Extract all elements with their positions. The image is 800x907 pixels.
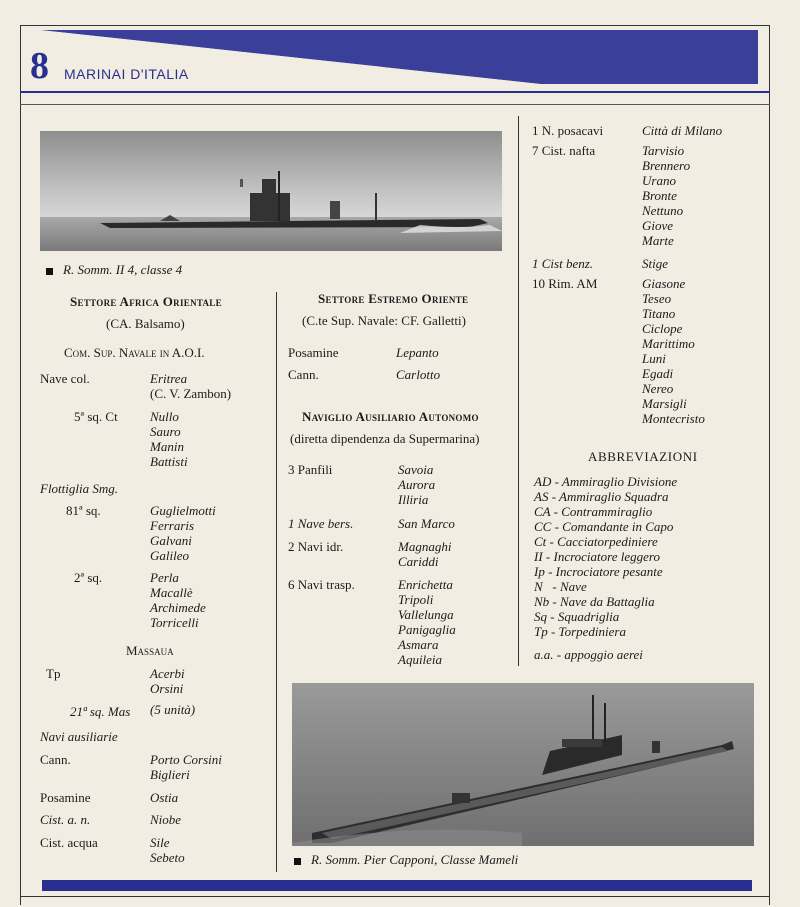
sq81-ship: Guglielmotti: [150, 503, 216, 518]
panfili-ship: Aurora: [398, 477, 436, 492]
oriente-commander: (C.te Sup. Navale: CF. Galletti): [302, 313, 466, 328]
mas-label: 21ª sq. Mas: [70, 704, 131, 719]
panfili-ship: Illiria: [398, 492, 429, 507]
mas-note: (5 unità): [150, 702, 196, 717]
frame-right-line: [769, 25, 770, 905]
column-divider-left: [276, 292, 277, 872]
oriente-cann-label: Cann.: [288, 367, 319, 382]
trasp-ship: Enrichetta: [398, 577, 453, 592]
sq81-label: 81ª sq.: [66, 503, 101, 518]
naviglio-subtitle: (diretta dipendenza da Supermarina): [290, 431, 480, 446]
sq5-label: 5ª sq. Ct: [74, 409, 118, 424]
panfili-ship: Savoia: [398, 462, 434, 477]
sq2-ship: Archimede: [150, 600, 206, 615]
nafta-ship: Brennero: [642, 158, 691, 173]
sq2-ship: Macallè: [150, 585, 193, 600]
oriente-title: Settore Estremo Oriente: [318, 291, 469, 306]
abbreviation-item: Ct - Cacciatorpediniere: [534, 534, 658, 549]
frame-left-line: [20, 25, 21, 905]
cist-acqua-ship: Sebeto: [150, 850, 185, 865]
rim-ship: Marsigli: [642, 396, 687, 411]
nafta-ship: Urano: [642, 173, 676, 188]
nafta-ship: Tarvisio: [642, 143, 685, 158]
abbreviations-title: ABBREVIAZIONI: [588, 449, 698, 464]
trasp-ship: Aquileia: [398, 652, 443, 667]
trasp-label: 6 Navi trasp.: [288, 577, 355, 592]
abbreviation-item: N - Nave: [534, 579, 587, 594]
rim-ship: Titano: [642, 306, 676, 321]
rim-ship: Luni: [642, 351, 666, 366]
bers-ship: San Marco: [398, 516, 455, 531]
sq81-ship: Ferraris: [150, 518, 195, 533]
rim-ship: Montecristo: [642, 411, 705, 426]
rim-ship: Ciclope: [642, 321, 683, 336]
cann-label: Cann.: [40, 752, 71, 767]
cist-acqua-label: Cist. acqua: [40, 835, 98, 850]
column-divider-right: [518, 116, 519, 666]
footer-band: [42, 880, 752, 891]
oriente-cann-ship: Carlotto: [396, 367, 441, 382]
rim-ship: Giasone: [642, 276, 686, 291]
idr-label: 2 Navi idr.: [288, 539, 344, 554]
cann-ship: Biglieri: [150, 767, 190, 782]
benz-ship: Stige: [642, 256, 668, 271]
abbreviation-footnote: a.a. - appoggio aerei: [534, 647, 643, 662]
submarine-photo-top: [40, 131, 502, 251]
submarine-photo-bottom: [292, 683, 754, 846]
section-name: MARINAI D'ITALIA: [64, 66, 189, 82]
abbreviation-item: AD - Ammiraglio Divisione: [534, 474, 678, 489]
nave-col-ship: Eritrea: [150, 371, 188, 386]
posacavi-ship: Città di Milano: [642, 123, 723, 138]
bers-label: 1 Nave bers.: [288, 516, 354, 531]
abbreviation-item: II - Incrociatore leggero: [534, 549, 660, 564]
abbreviation-item: AS - Ammiraglio Squadra: [534, 489, 669, 504]
page-number: 8: [30, 45, 49, 87]
massaua-title: Massaua: [126, 643, 174, 658]
nafta-ship: Nettuno: [642, 203, 684, 218]
tp-label: Tp: [46, 666, 61, 681]
idr-ship: Magnaghi: [398, 539, 452, 554]
rim-ship: Egadi: [642, 366, 674, 381]
nafta-ship: Marte: [642, 233, 674, 248]
naviglio-title: Naviglio Ausiliario Autonomo: [302, 409, 479, 424]
posamine-label: Posamine: [40, 790, 91, 805]
oriente-posamine-ship: Lepanto: [396, 345, 439, 360]
trasp-ship: Panigaglia: [398, 622, 456, 637]
tp-ship: Acerbi: [150, 666, 185, 681]
sq5-ship: Manin: [150, 439, 184, 454]
nave-col-label: Nave col.: [40, 371, 90, 386]
rim-ship: Nereo: [642, 381, 674, 396]
cist-an-ship: Niobe: [150, 812, 182, 827]
cist-acqua-ship: Sile: [150, 835, 170, 850]
sq2-label: 2ª sq.: [74, 570, 103, 585]
header-underline: [20, 91, 770, 93]
trasp-ship: Asmara: [398, 637, 439, 652]
sq5-ship: Battisti: [150, 454, 188, 469]
sq2-ship: Torricelli: [150, 615, 199, 630]
sq5-ship: Nullo: [150, 409, 179, 424]
tp-ship: Orsini: [150, 681, 184, 696]
rim-label: 10 Rim. AM: [532, 276, 598, 291]
abbreviation-item: Ip - Incrociatore pesante: [534, 564, 663, 579]
cist-an-label: Cist. a. n.: [40, 812, 91, 827]
sq81-ship: Galvani: [150, 533, 192, 548]
posamine-ship: Ostia: [150, 790, 179, 805]
nafta-label: 7 Cist. nafta: [532, 143, 596, 158]
sq2-ship: Perla: [150, 570, 179, 585]
abbreviation-item: Nb - Nave da Battaglia: [534, 594, 655, 609]
bullet-icon: [46, 268, 53, 275]
rim-ship: Teseo: [642, 291, 672, 306]
trasp-ship: Vallelunga: [398, 607, 454, 622]
nave-col-note: (C. V. Zambon): [150, 386, 232, 401]
nafta-ship: Giove: [642, 218, 674, 233]
africa-commander: (CA. Balsamo): [106, 316, 185, 331]
footer-line: [20, 896, 770, 897]
photo-top-caption-text: R. Somm. II 4, classe 4: [63, 262, 183, 277]
aux-label: Navi ausiliarie: [40, 729, 118, 744]
header-separator: [20, 104, 770, 105]
bullet-icon: [294, 858, 301, 865]
photo-bottom-caption: [294, 852, 518, 868]
africa-title: Settore Africa Orientale: [70, 294, 222, 309]
photo-top-caption: [46, 262, 182, 278]
rim-ship: Marittimo: [642, 336, 695, 351]
abbreviation-item: Tp - Torpediniera: [534, 624, 626, 639]
abbreviation-item: CC - Comandante in Capo: [534, 519, 674, 534]
africa-subtitle: Com. Sup. Navale in A.O.I.: [64, 345, 205, 360]
frame-top-line: [20, 25, 770, 26]
panfili-label: 3 Panfili: [288, 462, 333, 477]
oriente-posamine-label: Posamine: [288, 345, 339, 360]
abbreviation-item: Sq - Squadriglia: [534, 609, 620, 624]
sq81-ship: Galileo: [150, 548, 189, 563]
flottiglia-label: Flottiglia Smg.: [40, 481, 118, 496]
nafta-ship: Bronte: [642, 188, 677, 203]
photo-bottom-caption-text: R. Somm. Pier Capponi, Classe Mameli: [311, 852, 519, 867]
abbreviation-item: CA - Contrammiraglio: [534, 504, 653, 519]
sq5-ship: Sauro: [150, 424, 181, 439]
cann-ship: Porto Corsini: [150, 752, 222, 767]
idr-ship: Cariddi: [398, 554, 439, 569]
trasp-ship: Tripoli: [398, 592, 434, 607]
posacavi-label: 1 N. posacavi: [532, 123, 604, 138]
benz-label: 1 Cist benz.: [532, 256, 594, 271]
